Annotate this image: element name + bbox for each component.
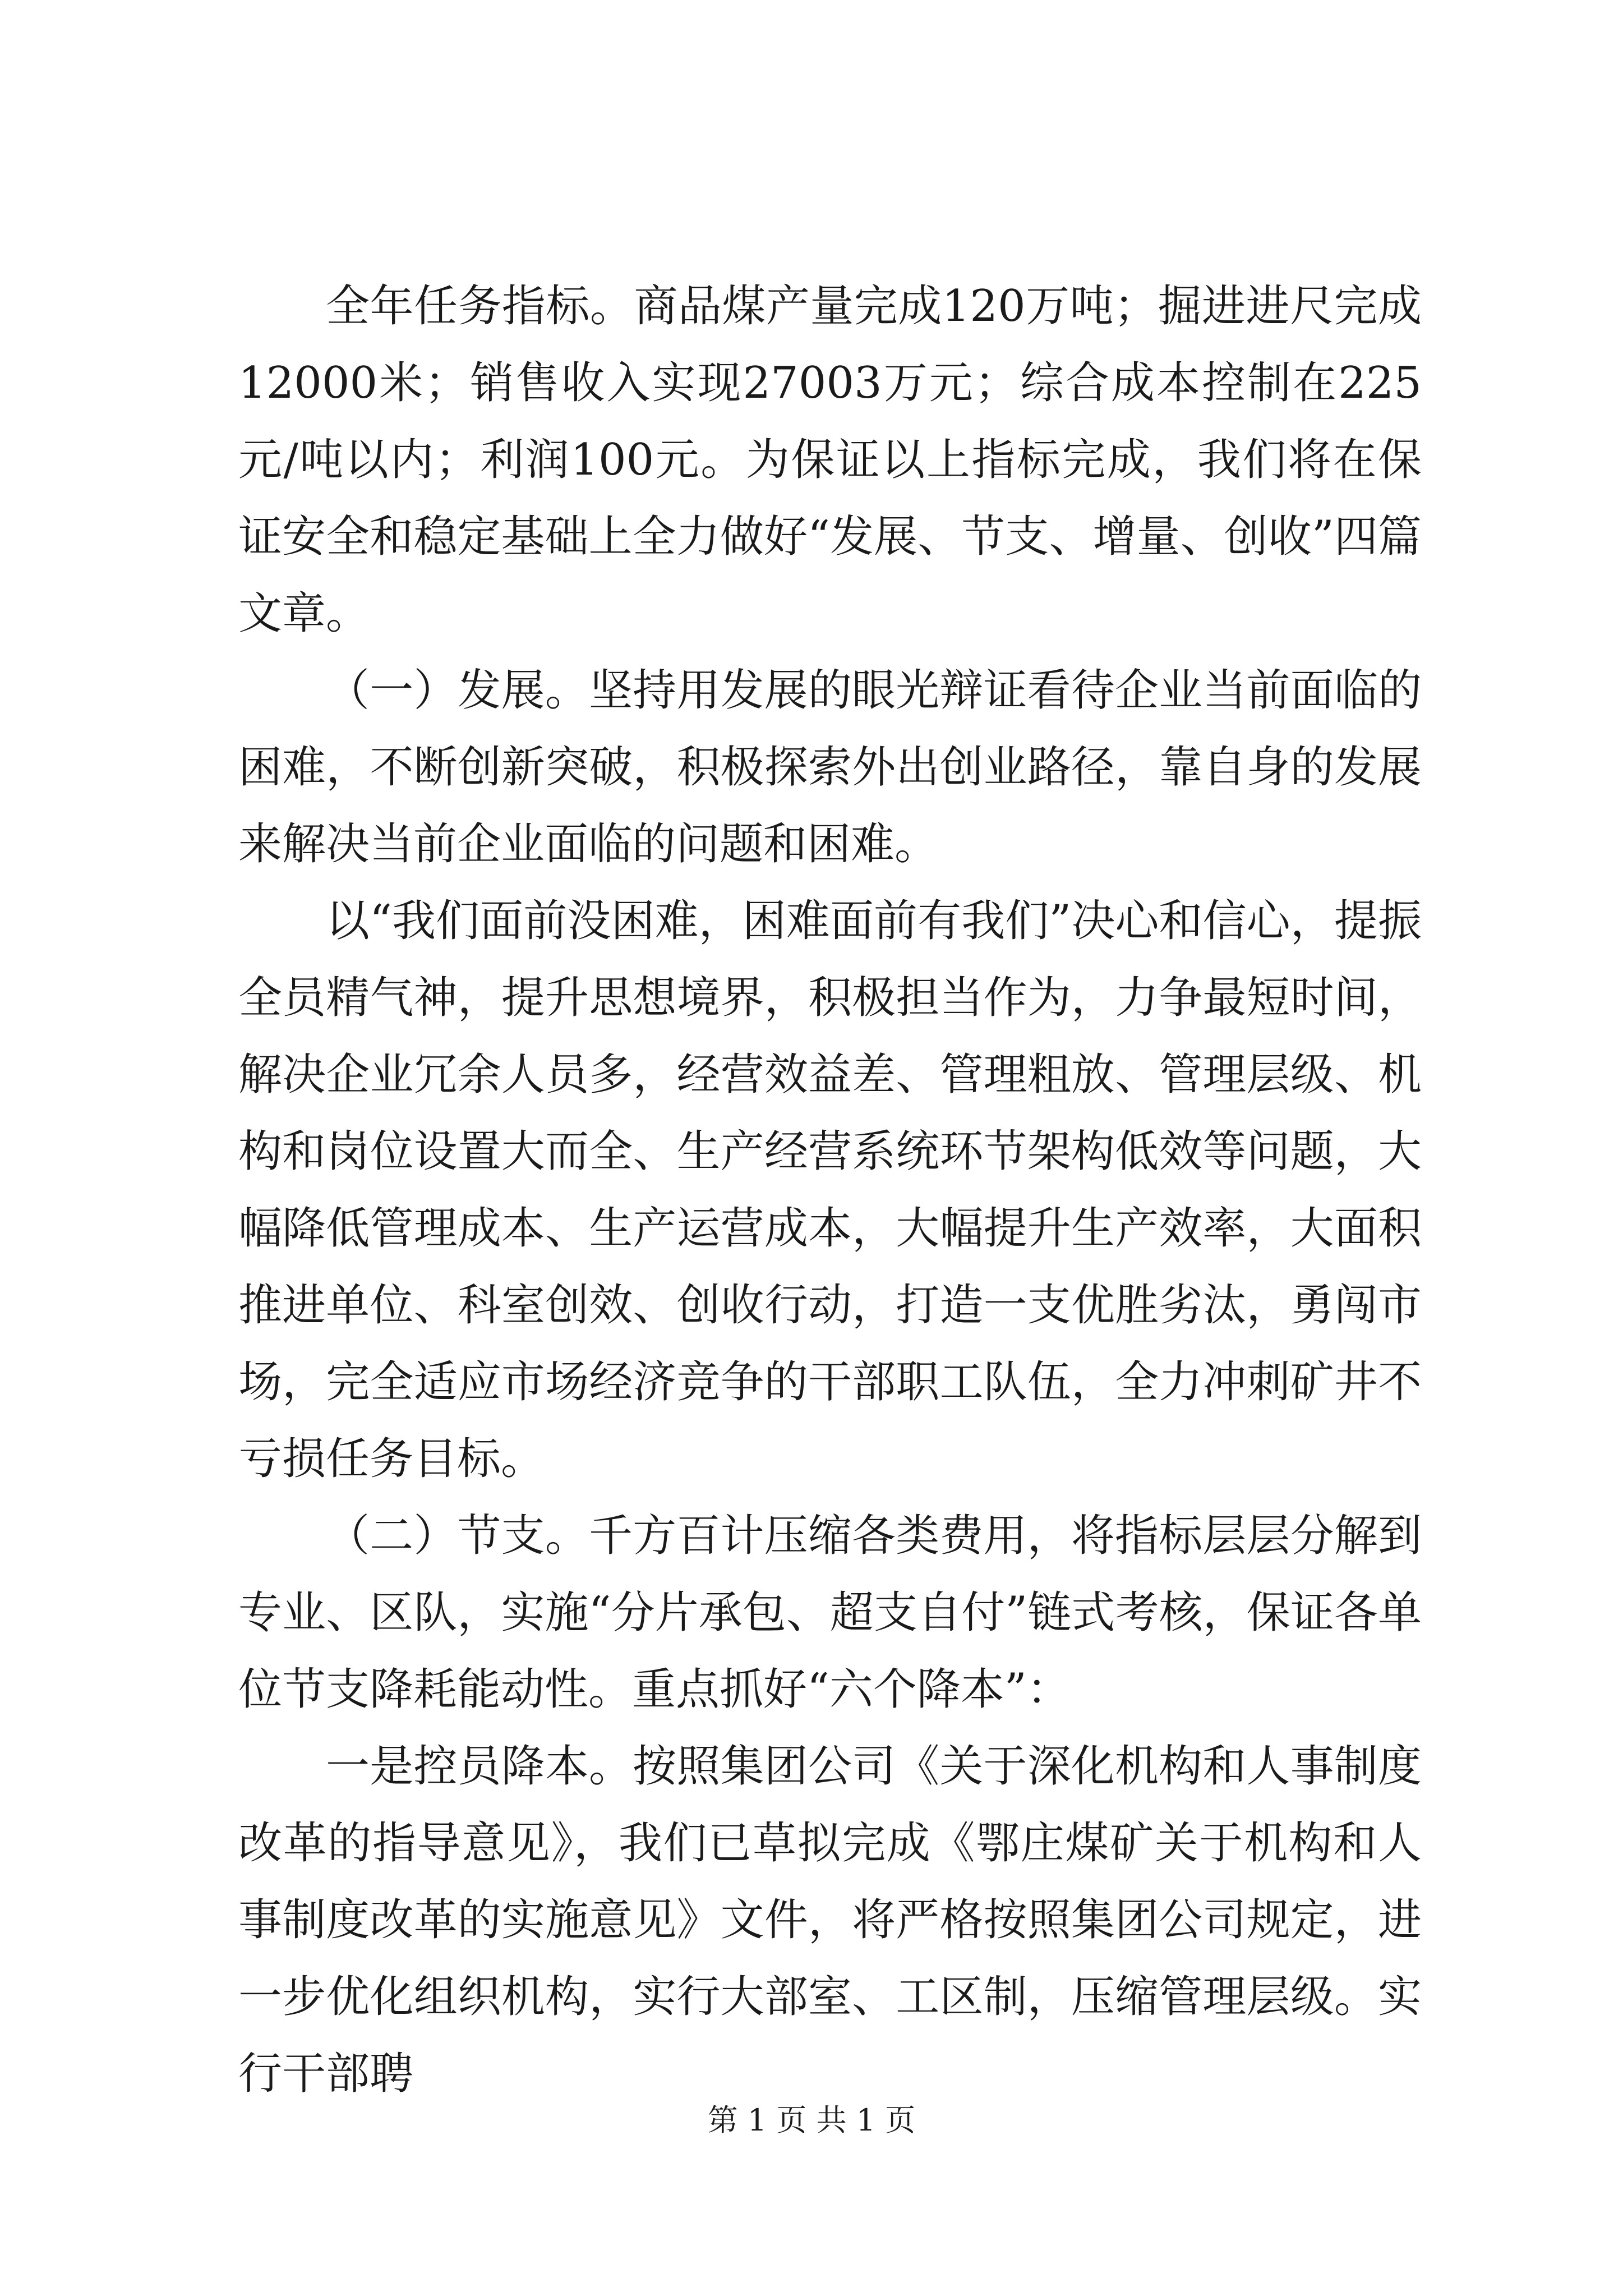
paragraph-staff-control: 一是控员降本。按照集团公司《关于深化机构和人事制度改革的指导意见》，我们已草拟完成《鄂庄煤矿关于机构和人事制度改革的实施意见》文件，将严格按照集团公司规定，进一步优化组织机构，实行大部室、工区制，压缩管理层级。实行干部聘 [238,1741,1422,2099]
page-footer: 第 1 页 共 1 页 [707,2102,916,2138]
paragraph-development: （一）发展。坚持用发展的眼光辩证看待企业当前面临的困难，不断创新突破，积极探索外出创业路径，靠自身的发展来解决当前企业面临的问题和困难。 [238,665,1422,869]
paragraph-annual-targets: 全年任务指标。商品煤产量完成120万吨；掘进进尺完成12000米；销售收入实现27003万元；综合成本控制在225元/吨以内；利润100元。为保证以上指标完成，我们将在保证安全和稳定基础上全力做好“发展、节支、增量、创收”四篇文章。 [238,281,1422,639]
paragraph-determination: 以“我们面前没困难，困难面前有我们”决心和信心，提振全员精气神，提升思想境界，积极担当作为，力争最短时间，解决企业冗余人员多，经营效益差、管理粗放、管理层级、机构和岗位设置大而全、生产经营系统环节架构低效等问题，大幅降低管理成本、生产运营成本，大幅提升生产效率，大面积推进单位、科室创效、创收行动，打造一支优胜劣汰，勇闯市场，完全适应市场经济竞争的干部职工队伍，全力冲刺矿井不亏损任务目标。 [238,896,1422,1484]
paragraph-cost-saving: （二）节支。千方百计压缩各类费用，将指标层层分解到专业、区队，实施“分片承包、超支自付”链式考核，保证各单位节支降耗能动性。重点抓好“六个降本”： [238,1511,1422,1715]
document-body [238,268,1422,2113]
